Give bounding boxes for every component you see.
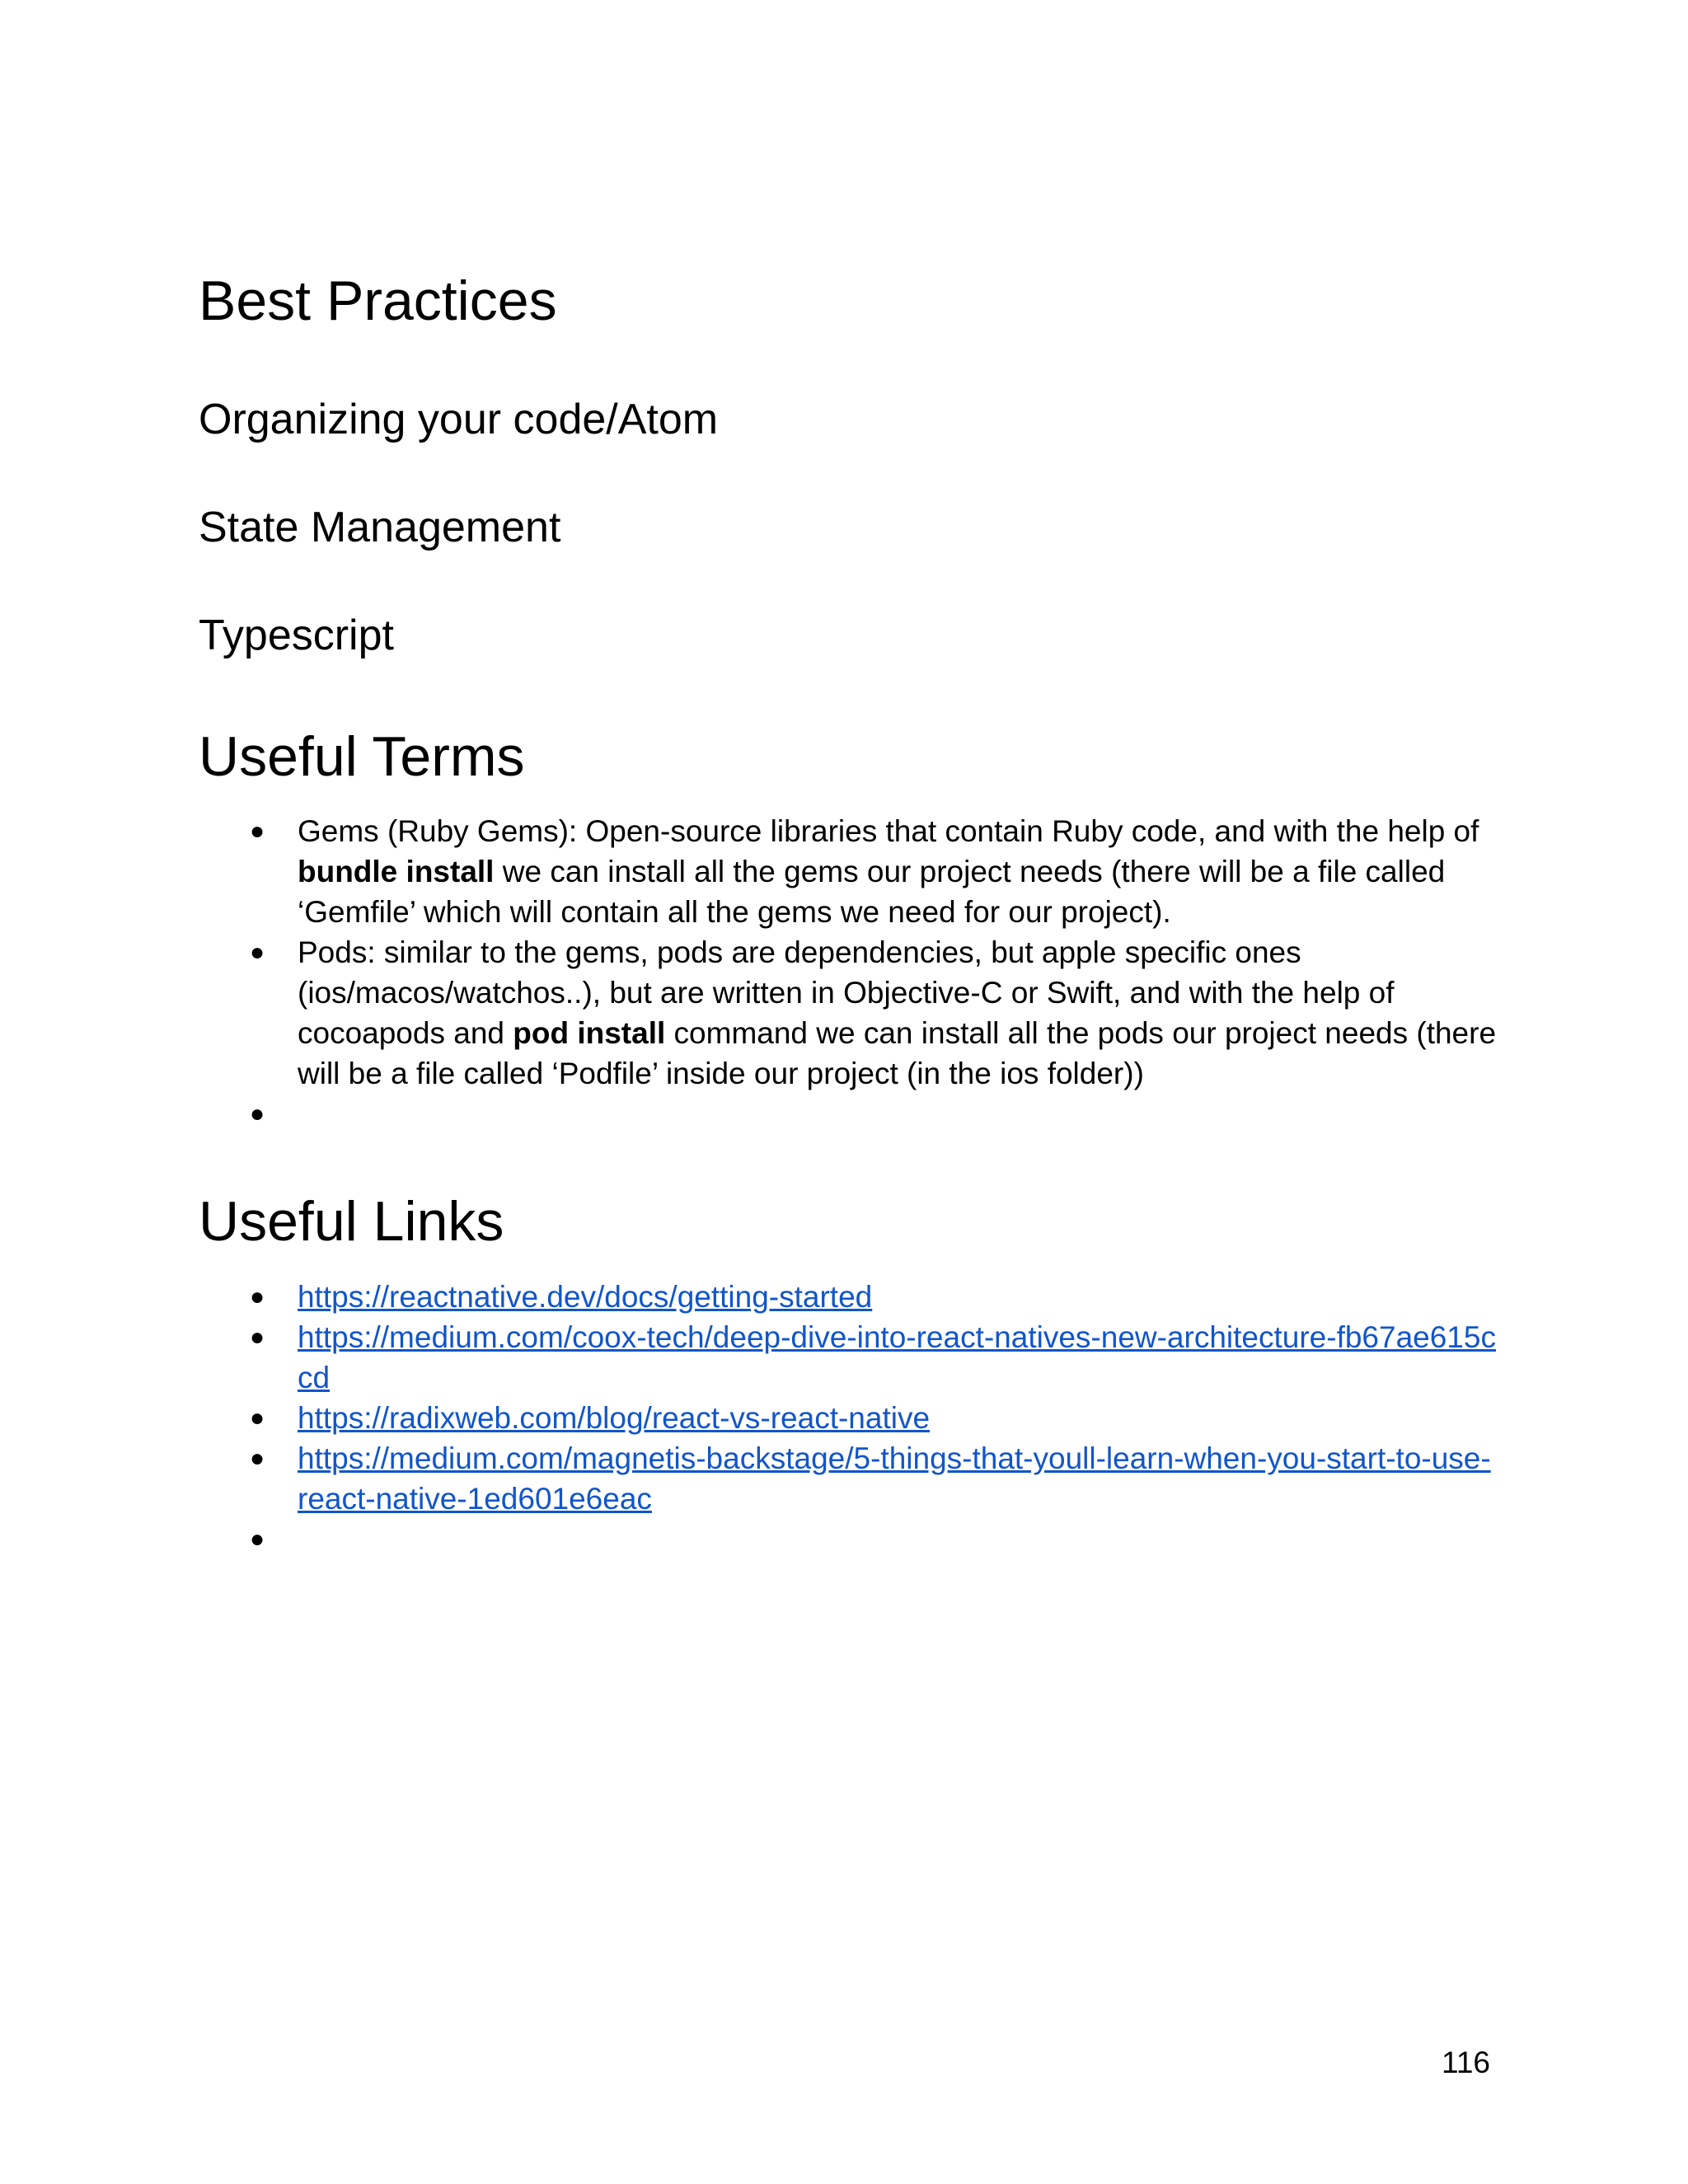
page-number: 116 bbox=[1442, 2046, 1490, 2079]
subheading-organizing-code: Organizing your code/Atom bbox=[199, 396, 719, 443]
heading-useful-links: Useful Links bbox=[199, 1190, 504, 1253]
link-radixweb-react-vs-native[interactable]: https://radixweb.com/blog/react-vs-react-native bbox=[298, 1401, 931, 1435]
heading-best-practices: Best Practices bbox=[199, 269, 557, 332]
list-item-empty bbox=[199, 1094, 1501, 1134]
list-item bbox=[199, 811, 1501, 932]
list-item bbox=[199, 1438, 1501, 1519]
useful-links-list bbox=[199, 1277, 1501, 1559]
term-gems-command: bundle install bbox=[298, 855, 495, 888]
term-pods-text-end: command we can install all the pods our project needs (there will be a file called ‘Podfile’ inside our project (in the ios folder)) bbox=[298, 1016, 1497, 1090]
bullet-icon: ● bbox=[250, 1404, 265, 1432]
bullet-icon: ● bbox=[250, 939, 265, 966]
link-reactnative-docs[interactable]: https://reactnative.dev/docs/getting-started bbox=[298, 1280, 873, 1314]
term-pods-command: pod install bbox=[513, 1016, 666, 1050]
bullet-icon: ● bbox=[250, 818, 265, 845]
bullet-icon: ● bbox=[250, 1445, 265, 1472]
link-medium-new-architecture[interactable]: https://medium.com/coox-tech/deep-dive-into-react-natives-new-architecture-fb67ae615ccd bbox=[298, 1320, 1496, 1394]
term-gems-text-end: we can install all the gems our project needs (there will be a file called ‘Gemfile’ which will contain all the gems we need for our project). bbox=[298, 855, 1446, 929]
list-item bbox=[199, 1398, 1501, 1438]
bullet-icon: ● bbox=[250, 1100, 265, 1127]
bullet-icon: ● bbox=[250, 1283, 265, 1310]
list-item bbox=[199, 1277, 1501, 1317]
bullet-icon: ● bbox=[250, 1324, 265, 1351]
heading-useful-terms: Useful Terms bbox=[199, 725, 525, 788]
subheading-state-management: State Management bbox=[199, 504, 561, 551]
term-pods-text: Pods: similar to the gems, pods are dependencies, but apple specific ones (ios/macos/watchos..), but are written in Objective-C or Swift, and with the help of cocoapods and bbox=[298, 935, 1395, 1050]
term-gems-text: Gems (Ruby Gems): Open-source libraries that contain Ruby code, and with the help of bbox=[298, 814, 1479, 848]
bullet-icon: ● bbox=[250, 1526, 265, 1553]
link-medium-5-things[interactable]: https://medium.com/magnetis-backstage/5-things-that-youll-learn-when-you-start-to-use-react-native-1ed601e6eac bbox=[298, 1441, 1491, 1516]
list-item bbox=[199, 1317, 1501, 1398]
list-item bbox=[199, 932, 1501, 1094]
list-item-empty bbox=[199, 1519, 1501, 1559]
useful-terms-list bbox=[199, 811, 1501, 1134]
subheading-typescript: Typescript bbox=[199, 612, 394, 659]
